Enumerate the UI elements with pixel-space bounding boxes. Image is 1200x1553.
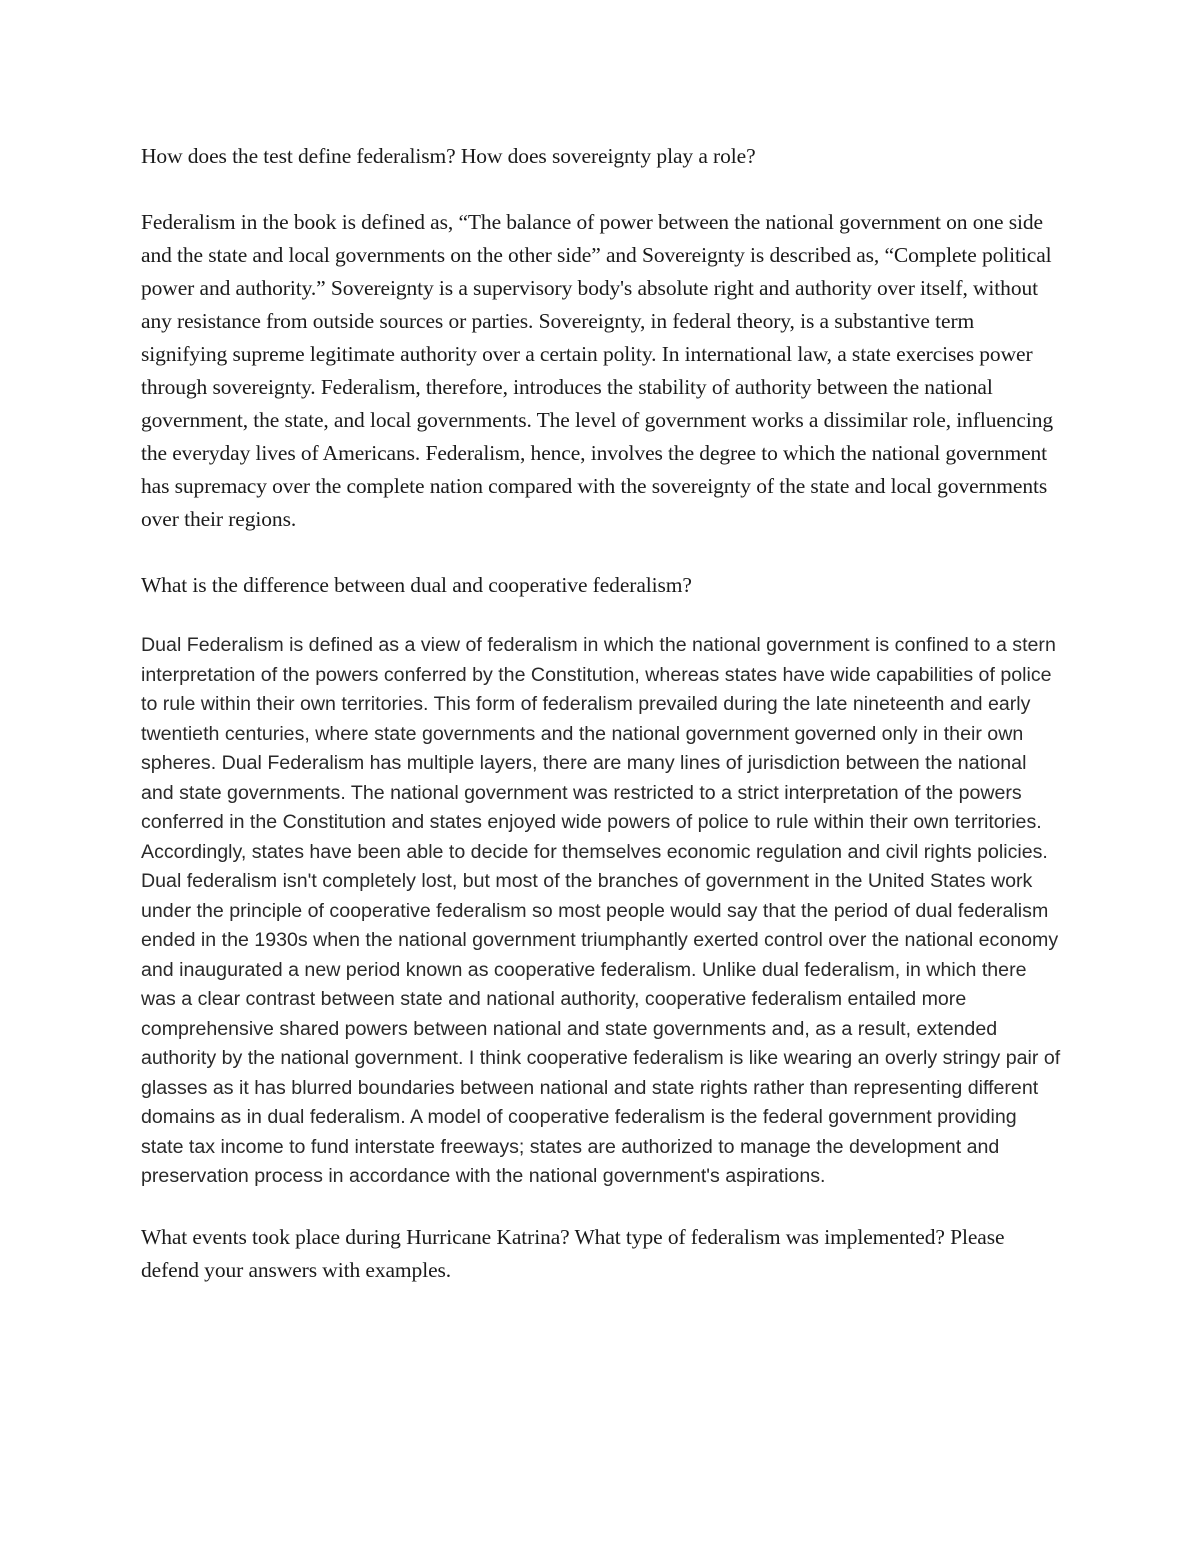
- question-3: What events took place during Hurricane Katrina? What type of federalism was implemented? Please defend your answers with examples.: [141, 1224, 1005, 1282]
- answer-2: Dual Federalism is defined as a view of federalism in which the national government is confined to a stern interpretation of the powers conferred by the Constitution, whereas states have wide capabilities of police to rule within their own territories. This form of federalism prevailed during the late nineteenth and early twentieth centuries, where state governments and the national government governed only in their own spheres. Dual Federalism has multiple layers, there are many lines of jurisdiction between the national and state governments. The national government was restricted to a strict interpretation of the powers conferred in the Constitution and states enjoyed wide powers of police to rule within their own territories. Accordingly, states have been able to decide for themselves economic regulation and civil rights policies. Dual federalism isn't completely lost, but most of the branches of government in the United States work under the principle of cooperative federalism so most people would say that the period of dual federalism ended in the 1930s when the national government triumphantly exerted control over the national economy and inaugurated a new period known as cooperative federalism. Unlike dual federalism, in which there was a clear contrast between state and national authority, cooperative federalism entailed more comprehensive shared powers between national and state governments and, as a result, extended authority by the national government. I think cooperative federalism is like wearing an overly stringy pair of glasses as it has blurred boundaries between national and state rights rather than representing different domains as in dual federalism. A model of cooperative federalism is the federal government providing state tax income to fund interstate freeways; states are authorized to manage the development and preservation process in accordance with the national government's aspirations.: [141, 634, 1061, 1187]
- question-2: What is the difference between dual and cooperative federalism?: [141, 573, 692, 597]
- document-body: [141, 140, 1061, 1287]
- answer-1: Federalism in the book is defined as, “The balance of power between the national government on one side and the state and local governments on the other side” and Sovereignty is described as, “Complete political power and authority.” Sovereignty is a supervisory body's absolute right and authority over itself, without any resistance from outside sources or parties. Sovereignty, in federal theory, is a substantive term signifying supreme legitimate authority over a certain polity. In international law, a state exercises power through sovereignty. Federalism, therefore, introduces the stability of authority between the national government, the state, and local governments. The level of government works a dissimilar role, influencing the everyday lives of Americans. Federalism, hence, involves the degree to which the national government has supremacy over the complete nation compared with the sovereignty of the state and local governments over their regions.: [141, 210, 1054, 531]
- question-1: How does the test define federalism? How does sovereignty play a role?: [141, 144, 756, 168]
